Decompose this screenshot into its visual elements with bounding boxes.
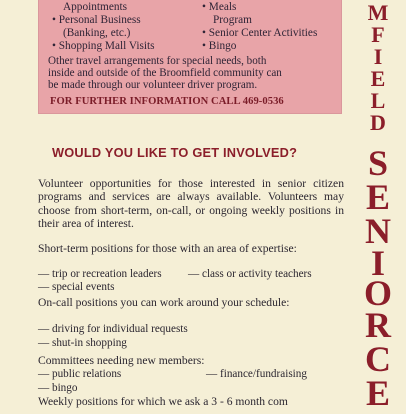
title-letter: I: [370, 243, 385, 283]
list-item: • Personal Business: [52, 14, 141, 26]
list-item: • Senior Center Activities: [202, 27, 318, 39]
title-letter: S: [367, 143, 389, 183]
committees-paragraph: Committees needing new members:: [38, 354, 205, 367]
travel-note: [48, 55, 342, 92]
list-item: — shut-in shopping: [38, 337, 127, 349]
title-letter: O: [363, 273, 392, 313]
title-letter: M: [367, 0, 389, 25]
on-call-paragraph: On-call positions you can work around your schedule:: [38, 296, 290, 309]
travel-note-line: inside and outside of the Broomfield community can: [48, 67, 282, 80]
title-letter: C: [365, 339, 391, 379]
list-item: Appointments: [63, 1, 128, 13]
title-letter: L: [370, 88, 386, 113]
title-letter: E: [370, 66, 386, 91]
list-item: (Banking, etc.): [63, 27, 131, 39]
list-item: — class or activity teachers: [188, 268, 312, 280]
travel-note-line: Other travel arrangements for special needs, both: [48, 55, 267, 67]
title-letter: D: [370, 110, 386, 135]
list-item: — driving for individual requests: [38, 323, 188, 335]
title-letter: E: [365, 177, 390, 217]
list-item: — trip or recreation leaders: [38, 268, 162, 280]
title-letter: E: [365, 373, 390, 413]
transportation-info-box: [38, 0, 342, 114]
short-term-paragraph: Short-term positions for those with an area of expertise:: [38, 242, 297, 255]
list-item: Program: [213, 14, 252, 26]
travel-note-line: be made through our volunteer driver program.: [48, 79, 258, 92]
weekly-paragraph: Weekly positions for which we ask a 3 - 6 month com: [38, 395, 288, 408]
info-phone-callout: FOR FURTHER INFORMATION CALL 469-0536: [50, 96, 284, 107]
title-letter: F: [371, 22, 385, 47]
list-item: • Meals: [202, 1, 237, 13]
title-letter: R: [365, 305, 391, 345]
title-letter: I: [373, 44, 383, 69]
intro-paragraph: Volunteer opportunities for those interested in senior citizen programs and services are always available. Volunteers may choose from short-term, on-call, or ongoing weekly positions in their area of interest.: [38, 177, 344, 231]
title-letter: N: [365, 211, 391, 251]
list-item: • Bingo: [202, 40, 237, 52]
list-item: — bingo: [38, 382, 78, 394]
list-item: — public relations: [38, 368, 122, 380]
list-item: — special events: [38, 281, 115, 293]
section-heading: WOULD YOU LIKE TO GET INVOLVED?: [52, 145, 298, 160]
list-item: • Shopping Mall Visits: [52, 40, 155, 52]
list-item: — finance/fundraising: [206, 368, 307, 380]
